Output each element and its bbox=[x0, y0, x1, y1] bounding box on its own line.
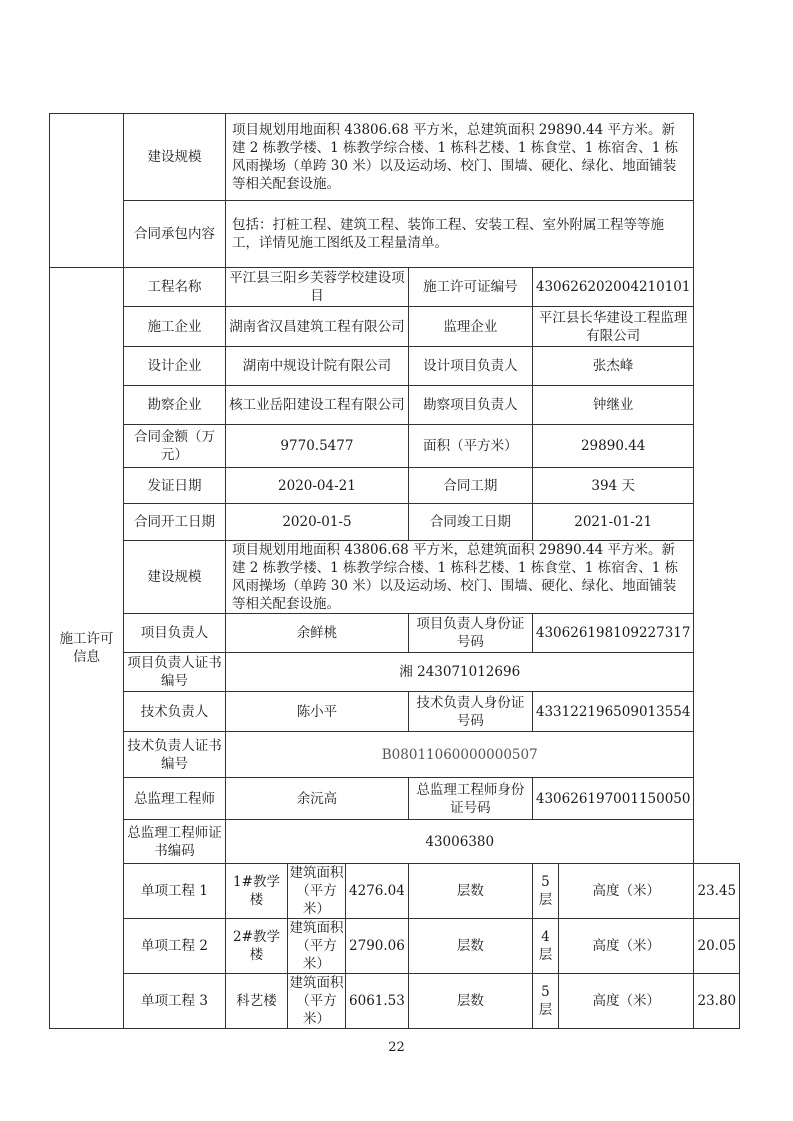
tech-cert: B08011060000000507 bbox=[226, 732, 694, 778]
table-row bbox=[50, 268, 740, 307]
design-lead-label: 设计项目负责人 bbox=[408, 347, 532, 386]
item-height: 20.05 bbox=[694, 919, 740, 974]
item-label: 单项工程 3 bbox=[124, 974, 226, 1029]
scale-text: 项目规划用地面积 43806.68 平方米，总建筑面积 29890.44 平方米。新建 2 栋教学楼、1 栋教学综合楼、1 栋科艺楼、1 栋食堂、1 栋宿舍、1 栋风雨操场（单跨 30 米）以及运动场、校门、围墙、硬化、绿化、地面铺装等相关配套设施。 bbox=[226, 114, 694, 201]
permit-no: 430626202004210101 bbox=[532, 268, 694, 307]
scale-text-2: 项目规划用地面积 43806.68 平方米，总建筑面积 29890.44 平方米。新建 2 栋教学楼、1 栋教学综合楼、1 栋科艺楼、1 栋食堂、1 栋宿舍、1 栋风雨操场（单跨 30 米）以及运动场、校门、围墙、硬化、绿化、地面铺装等相关配套设施。 bbox=[226, 541, 694, 614]
contract-label: 合同承包内容 bbox=[124, 201, 226, 268]
survey-label: 勘察企业 bbox=[124, 386, 226, 425]
page-number: 22 bbox=[388, 1040, 405, 1055]
project-name: 平江县三阳乡芙蓉学校建设项目 bbox=[226, 268, 409, 307]
table-row bbox=[50, 692, 740, 732]
item-area: 4276.04 bbox=[346, 864, 409, 919]
item-floors-label: 层数 bbox=[408, 919, 532, 974]
item-floors: 4 层 bbox=[532, 919, 558, 974]
scale-row bbox=[50, 114, 740, 201]
chief-cert: 43006380 bbox=[226, 820, 694, 864]
tech-cert-label: 技术负责人证书编号 bbox=[124, 732, 226, 778]
survey-lead-label: 勘察项目负责人 bbox=[408, 386, 532, 425]
chief-label: 总监理工程师 bbox=[124, 778, 226, 820]
table-row bbox=[50, 820, 740, 864]
start: 2020-01-5 bbox=[226, 504, 409, 541]
end-label: 合同竣工日期 bbox=[408, 504, 532, 541]
item-height-label: 高度（米） bbox=[559, 974, 694, 1029]
area-label: 面积（平方米） bbox=[408, 425, 532, 468]
table-row bbox=[50, 425, 740, 468]
item-name: 1#教学楼 bbox=[226, 864, 288, 919]
start-label: 合同开工日期 bbox=[124, 504, 226, 541]
end: 2021-01-21 bbox=[532, 504, 694, 541]
period-label: 合同工期 bbox=[408, 468, 532, 504]
scale-label-2: 建设规模 bbox=[124, 541, 226, 614]
table-row bbox=[50, 386, 740, 425]
pm-id: 430626198109227317 bbox=[532, 614, 694, 653]
item-area: 6061.53 bbox=[346, 974, 409, 1029]
scale-label: 建设规模 bbox=[124, 114, 226, 201]
item-floors: 5 层 bbox=[532, 974, 558, 1029]
pm-label: 项目负责人 bbox=[124, 614, 226, 653]
contract-text: 包括：打桩工程、建筑工程、装饰工程、安装工程、室外附属工程等等施工，详情见施工图纸及工程量清单。 bbox=[226, 201, 694, 268]
pm-cert-label: 项目负责人证书编号 bbox=[124, 653, 226, 692]
table-row bbox=[50, 504, 740, 541]
chief: 余沅高 bbox=[226, 778, 409, 820]
contract-row bbox=[50, 201, 740, 268]
design-lead: 张杰峰 bbox=[532, 347, 694, 386]
item-label: 单项工程 1 bbox=[124, 864, 226, 919]
chief-id-label: 总监理工程师身份证号码 bbox=[408, 778, 532, 820]
item-name: 2#教学楼 bbox=[226, 919, 288, 974]
item-area-label: 建筑面积（平方米） bbox=[289, 975, 344, 1027]
tech: 陈小平 bbox=[226, 692, 409, 732]
designer-label: 设计企业 bbox=[124, 347, 226, 386]
item-floors-label: 层数 bbox=[408, 864, 532, 919]
item-height-label: 高度（米） bbox=[559, 919, 694, 974]
section-blank-cell bbox=[50, 114, 124, 268]
amount: 9770.5477 bbox=[226, 425, 409, 468]
pm-id-label: 项目负责人身份证号码 bbox=[408, 614, 532, 653]
permit-table bbox=[49, 113, 740, 1029]
builder: 湖南省汉昌建筑工程有限公司 bbox=[226, 307, 409, 347]
item-floors: 5 层 bbox=[532, 864, 558, 919]
project-name-label: 工程名称 bbox=[124, 268, 226, 307]
supervisor-label: 监理企业 bbox=[408, 307, 532, 347]
table-row bbox=[50, 541, 740, 614]
amount-label: 合同金额（万元） bbox=[124, 425, 226, 468]
item-floors-label: 层数 bbox=[408, 974, 532, 1029]
item-row bbox=[50, 864, 740, 919]
item-height: 23.45 bbox=[694, 864, 740, 919]
item-area-label: 建筑面积（平方米） bbox=[289, 865, 344, 917]
table-row bbox=[50, 307, 740, 347]
period: 394 天 bbox=[532, 468, 694, 504]
tech-id-label: 技术负责人身份证号码 bbox=[408, 692, 532, 732]
issue-date-label: 发证日期 bbox=[124, 468, 226, 504]
pm-cert: 湘 243071012696 bbox=[226, 653, 694, 692]
chief-id: 430626197001150050 bbox=[532, 778, 694, 820]
item-name: 科艺楼 bbox=[226, 974, 288, 1029]
table-row bbox=[50, 653, 740, 692]
table-row bbox=[50, 732, 740, 778]
survey: 核工业岳阳建设工程有限公司 bbox=[226, 386, 409, 425]
table-row bbox=[50, 614, 740, 653]
section-label: 施工许可信息 bbox=[50, 268, 124, 1029]
table-row bbox=[50, 347, 740, 386]
supervisor: 平江县长华建设工程监理有限公司 bbox=[532, 307, 694, 347]
table-row bbox=[50, 778, 740, 820]
item-row bbox=[50, 974, 740, 1029]
table-row bbox=[50, 468, 740, 504]
pm: 余鲜桃 bbox=[226, 614, 409, 653]
chief-cert-label: 总监理工程师证书编码 bbox=[124, 820, 226, 864]
area: 29890.44 bbox=[532, 425, 694, 468]
item-area-label: 建筑面积（平方米） bbox=[289, 920, 344, 972]
item-row bbox=[50, 919, 740, 974]
tech-id: 433122196509013554 bbox=[532, 692, 694, 732]
item-area: 2790.06 bbox=[346, 919, 409, 974]
permit-no-label: 施工许可证编号 bbox=[408, 268, 532, 307]
item-label: 单项工程 2 bbox=[124, 919, 226, 974]
tech-label: 技术负责人 bbox=[124, 692, 226, 732]
designer: 湖南中规设计院有限公司 bbox=[226, 347, 409, 386]
item-height-label: 高度（米） bbox=[559, 864, 694, 919]
item-height: 23.80 bbox=[694, 974, 740, 1029]
survey-lead: 钟继业 bbox=[532, 386, 694, 425]
issue-date: 2020-04-21 bbox=[226, 468, 409, 504]
builder-label: 施工企业 bbox=[124, 307, 226, 347]
